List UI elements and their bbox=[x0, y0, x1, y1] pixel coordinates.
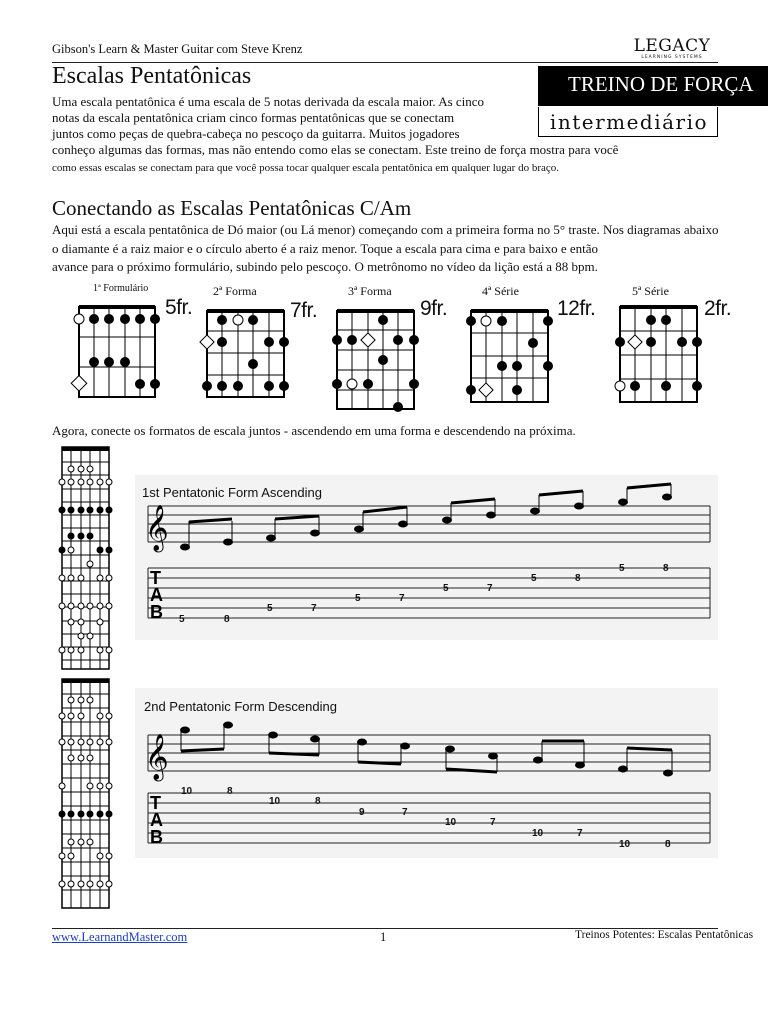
fret-label: 12fr. bbox=[557, 297, 596, 320]
tab-number: 8 bbox=[663, 563, 669, 574]
fret-label: 2fr. bbox=[704, 297, 732, 320]
website-link[interactable]: www.LearnandMaster.com bbox=[52, 930, 188, 944]
tab-number: 7 bbox=[577, 828, 583, 839]
treble-clef-icon: 𝄞 bbox=[145, 505, 169, 551]
workout-badge-label: TREINO DE FORÇA bbox=[568, 72, 754, 96]
section-line: Aqui está a escala pentatônica de Dó maior (ou Lá menor) começando com a primeira forma no 5° traste. Nos diagramas abaixo bbox=[52, 222, 719, 237]
exercise-title: 2nd Pentatonic Form Descending bbox=[144, 699, 337, 714]
fret-label: 7fr. bbox=[290, 299, 318, 322]
tab-number: 5 bbox=[619, 563, 625, 574]
form-label: 5ª Série bbox=[632, 284, 669, 298]
level-badge-label: intermediário bbox=[549, 110, 709, 134]
tab-number: 5 bbox=[355, 593, 361, 604]
section-title: Conectando as Escalas Pentatônicas C/Am bbox=[52, 196, 412, 220]
tab-number: 10 bbox=[619, 839, 631, 850]
tab-number: 10 bbox=[269, 796, 281, 807]
page-title: Escalas Pentatônicas bbox=[52, 63, 252, 89]
tab-number: 5 bbox=[267, 603, 273, 614]
tab-number: 7 bbox=[402, 807, 408, 818]
tab-number: 8 bbox=[227, 786, 233, 797]
tab-number: 5 bbox=[531, 573, 537, 584]
section-line: o diamante é a raiz maior e o círculo aberto é a raiz menor. Toque a escala para cima e para baixo e então bbox=[52, 240, 599, 256]
section-line: avance para o próximo formulário, subindo pelo pescoço. O metrônomo no vídeo da lição está a 88 bpm. bbox=[52, 259, 598, 274]
tab-number: 7 bbox=[490, 817, 496, 828]
fret-label: 5fr. bbox=[165, 296, 193, 319]
tab-number: 9 bbox=[359, 807, 365, 818]
form-label: 1ª Formulário bbox=[93, 283, 149, 294]
tab-number: 7 bbox=[487, 583, 493, 594]
intro-line: conheço algumas das formas, mas não entendo como elas se conectam. Este treino de força mostra para você bbox=[52, 142, 619, 157]
svg-text:B: B bbox=[150, 827, 163, 847]
form-label: 2ª Forma bbox=[213, 284, 257, 298]
connect-instruction: Agora, conecte os formatos de escala juntos - ascendendo em uma forma e descendendo na próxima. bbox=[52, 423, 576, 438]
exercise-title: 1st Pentatonic Form Ascending bbox=[142, 485, 322, 500]
intro-line: notas da escala pentatônica criam cinco formas pentatônicas que se conectam bbox=[52, 110, 455, 126]
footer-title: Treinos Potentes: Escalas Pentatônicas bbox=[575, 929, 754, 941]
tab-number: 7 bbox=[399, 593, 405, 604]
svg-text:T: T bbox=[150, 568, 161, 588]
fret-label: 9fr. bbox=[420, 297, 448, 320]
tab-number: 5 bbox=[443, 583, 449, 594]
svg-text:B: B bbox=[150, 602, 163, 622]
form-label: 3ª Forma bbox=[348, 284, 392, 298]
svg-text:A: A bbox=[150, 585, 163, 605]
tab-number: 8 bbox=[575, 573, 581, 584]
page-number: 1 bbox=[380, 930, 387, 944]
neck-diagram-1-dots bbox=[59, 466, 112, 653]
form-label: 4ª Série bbox=[482, 284, 519, 298]
tab-number: 10 bbox=[445, 817, 457, 828]
intro-line: juntos como peças de quebra-cabeça no pescoço da guitarra. Muitos jogadores bbox=[52, 126, 460, 142]
svg-text:A: A bbox=[150, 810, 163, 830]
tab-number: 10 bbox=[181, 786, 193, 797]
tab-number: 8 bbox=[665, 839, 671, 850]
svg-text:T: T bbox=[150, 793, 161, 813]
intro-line-small: como essas escalas se conectam para que você possa tocar qualquer escala pentatônica em qualquer lugar do braço. bbox=[52, 162, 559, 174]
treble-clef-icon: 𝄞 bbox=[145, 734, 169, 780]
tab-number: 5 bbox=[179, 614, 185, 625]
tab-number: 8 bbox=[315, 796, 321, 807]
tab-number: 10 bbox=[532, 828, 544, 839]
tab-number: 7 bbox=[311, 603, 317, 614]
tab-number: 8 bbox=[224, 614, 230, 625]
intro-line: Uma escala pentatônica é uma escala de 5 notas derivada da escala maior. As cinco bbox=[52, 94, 485, 109]
logo-text: LEGACY bbox=[633, 36, 711, 56]
logo-subtext: LEARNING SYSTEMS bbox=[641, 55, 703, 60]
header-title: Gibson's Learn & Master Guitar com Steve Krenz bbox=[52, 42, 303, 56]
